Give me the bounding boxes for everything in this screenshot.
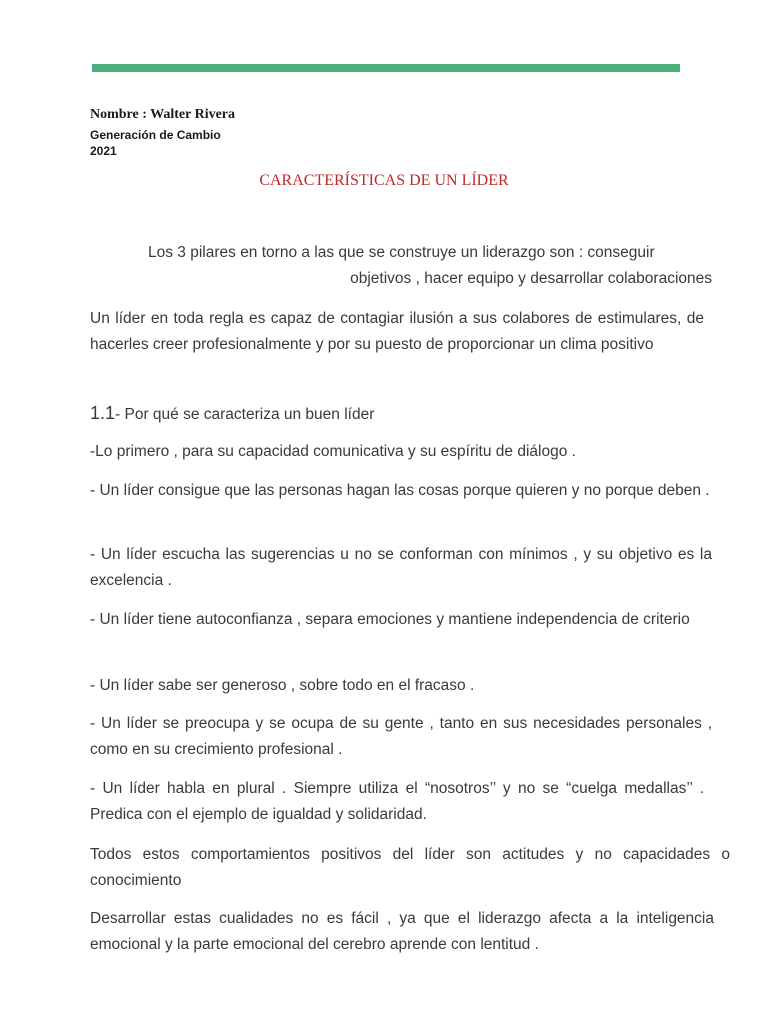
list-item: - Un líder escucha las sugerencias u no se conforman con mínimos , y su objetivo es la excelencia . <box>90 546 712 589</box>
section-heading <box>90 400 374 428</box>
list-item: - Un líder se preocupa y se ocupa de su gente , tanto en sus necesidades personales , como en su crecimiento profesional . <box>90 715 712 758</box>
list-item: - Un líder consigue que las personas hagan las cosas porque quieren y no porque deben . <box>90 482 710 499</box>
intro-line-2: objetivos , hacer equipo y desarrollar colaboraciones <box>350 270 712 287</box>
list-item: - Un líder sabe ser generoso , sobre todo en el fracaso . <box>90 677 475 694</box>
header-accent-rule <box>92 64 680 72</box>
organization-name: Generación de Cambio <box>90 128 221 142</box>
closing-paragraph-2: Desarrollar estas cualidades no es fácil , ya que el liderazgo afecta a la inteligencia emocional y la parte emocional del cerebro aprende con lentitud . <box>90 910 714 953</box>
section-title: - Por qué se caracteriza un buen líder <box>115 406 375 423</box>
list-item: -Lo primero , para su capacidad comunicativa y su espíritu de diálogo . <box>90 443 576 460</box>
list-item: - Un líder habla en plural . Siempre utiliza el “nosotros’’ y no se “cuelga medallas’’ . Predica con el ejemplo de igualdad y solidaridad. <box>90 780 704 823</box>
intro-paragraph <box>90 240 712 292</box>
section-number: 1.1 <box>90 403 116 423</box>
document-title: CARACTERÍSTICAS DE UN LÍDER <box>259 172 509 189</box>
author-name: Nombre : Walter Rivera <box>90 107 236 122</box>
document-year: 2021 <box>90 144 117 158</box>
list-item: - Un líder tiene autoconfianza , separa emociones y mantiene independencia de criterio <box>90 611 690 628</box>
closing-paragraph-1: Todos estos comportamientos positivos del líder son actitudes y no capacidades o conocimiento <box>90 846 730 889</box>
body-paragraph-1: Un líder en toda regla es capaz de contagiar ilusión a sus colabores de estimulares, de hacerles creer profesionalmente y por su puesto de proporcionar un clima positivo <box>90 310 704 353</box>
intro-line-1: Los 3 pilares en torno a las que se construye un liderazgo son : conseguir <box>148 244 655 261</box>
